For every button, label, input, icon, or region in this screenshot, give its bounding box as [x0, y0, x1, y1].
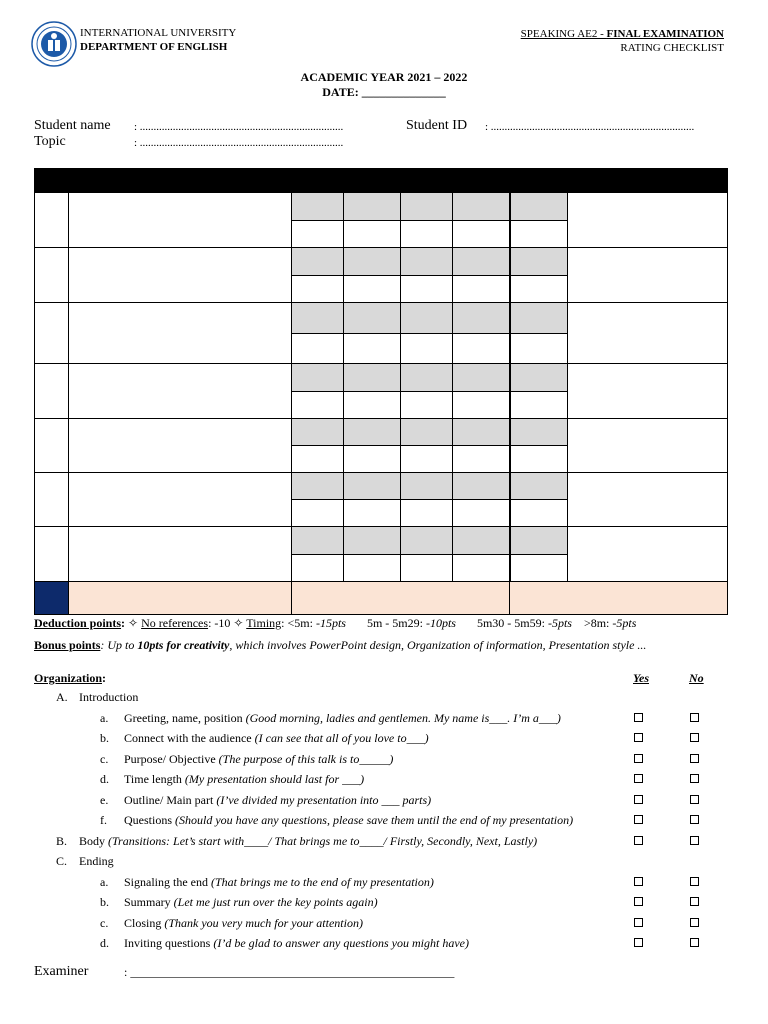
item-label: Introduction	[79, 690, 139, 704]
item-marker: c.	[100, 751, 109, 766]
row-divider	[34, 363, 728, 364]
score-col-divider	[452, 192, 453, 581]
yes-checkbox[interactable]	[634, 938, 643, 947]
item-label: Questions	[124, 813, 175, 827]
timing-penalty-4: -5pts	[612, 616, 637, 630]
bonus-text-2: , which involves PowerPoint design, Organization of information, Presentation style ...	[229, 638, 647, 652]
no-checkbox[interactable]	[690, 836, 699, 845]
no-checkbox[interactable]	[690, 754, 699, 763]
yes-checkbox[interactable]	[634, 918, 643, 927]
row-divider	[34, 472, 728, 473]
no-checkbox[interactable]	[690, 877, 699, 886]
timing-range-2: 5m - 5m29:	[345, 616, 426, 630]
no-checkbox[interactable]	[690, 795, 699, 804]
yes-header: Yes	[633, 671, 649, 685]
student-id-field[interactable]: : ..........................................................................	[485, 121, 695, 133]
item-label: Inviting questions	[124, 936, 214, 950]
organization-title-text: Organization	[34, 671, 102, 685]
score-mid-line	[291, 220, 567, 221]
student-name-label: Student name	[34, 118, 111, 133]
item-text	[79, 854, 114, 868]
item-marker: b.	[100, 895, 109, 909]
row-divider	[34, 581, 728, 582]
organization-colon: :	[102, 671, 106, 685]
department-name: DEPARTMENT OF ENGLISH	[80, 41, 228, 53]
item-text	[124, 731, 429, 745]
score-col-divider	[567, 192, 568, 581]
row-divider	[34, 614, 728, 615]
item-label: Purpose/ Objective	[124, 751, 219, 766]
item-text	[124, 916, 363, 930]
item-hint: (Good morning, ladies and gentlemen. My name is___. I’m a___)	[245, 710, 561, 725]
university-name: INTERNATIONAL UNIVERSITY	[80, 27, 237, 39]
yes-checkbox[interactable]	[634, 815, 643, 824]
yes-checkbox[interactable]	[634, 877, 643, 886]
examiner-label: Examiner	[34, 964, 89, 979]
col-divider	[68, 192, 69, 615]
yes-checkbox[interactable]	[634, 713, 643, 722]
yes-checkbox[interactable]	[634, 836, 643, 845]
topic-field[interactable]: : ..........................................................................	[134, 137, 344, 149]
yes-checkbox[interactable]	[634, 795, 643, 804]
star-icon: ✧	[128, 616, 142, 630]
item-hint: (I’ve divided my presentation into ___ parts)	[216, 792, 432, 807]
no-checkbox[interactable]	[690, 815, 699, 824]
exam-subtitle: RATING CHECKLIST	[620, 42, 724, 54]
item-hint: (That brings me to the end of my presentation)	[211, 874, 434, 889]
no-references-label: No references	[141, 616, 209, 630]
timing-label: Timing	[246, 616, 282, 630]
timing-penalty-3: -5pts	[547, 616, 572, 630]
score-cell-shaded	[291, 302, 567, 333]
deduction-label: Deduction points	[34, 616, 122, 630]
examiner-field[interactable]: : ______________________________________________________	[124, 965, 455, 979]
item-hint: (My presentation should last for ___)	[184, 772, 365, 786]
item-marker: C.	[56, 854, 68, 868]
item-hint: (Transitions: Let’s start with____/ That brings me to____/ Firstly, Secondly, Next, Lastly)	[108, 833, 538, 848]
score-cell-shaded	[291, 526, 567, 554]
item-label: Summary	[124, 895, 174, 909]
row-divider	[34, 526, 728, 527]
exam-title	[521, 28, 724, 41]
item-marker: d.	[100, 772, 109, 786]
score-cell-shaded	[291, 472, 567, 499]
score-mid-line	[291, 445, 567, 446]
item-marker: f.	[100, 813, 107, 827]
score-cell-shaded	[291, 363, 567, 391]
score-mid-line	[291, 333, 567, 334]
score-col-divider	[343, 192, 344, 581]
yes-checkbox[interactable]	[634, 897, 643, 906]
score-cell-shaded	[291, 418, 567, 445]
score-mid-line	[291, 554, 567, 555]
item-text	[124, 813, 573, 827]
yes-checkbox[interactable]	[634, 754, 643, 763]
bonus-points-line	[34, 638, 646, 653]
col-divider	[34, 192, 35, 615]
item-label: Body	[79, 833, 109, 848]
item-label: Signaling the end	[124, 874, 211, 889]
student-name-field[interactable]: : ..........................................................................	[134, 121, 344, 133]
item-marker: b.	[100, 731, 109, 745]
score-cell-shaded	[291, 247, 567, 275]
student-id-label: Student ID	[406, 118, 468, 133]
item-marker: A.	[56, 690, 68, 704]
timing-penalty-1: -15pts	[315, 616, 346, 630]
score-cell-shaded	[291, 192, 567, 220]
item-label: Closing	[124, 915, 165, 930]
item-marker: c.	[100, 915, 109, 930]
item-label: Time length	[124, 772, 185, 786]
exam-date: DATE: ______________	[322, 85, 446, 99]
organization-title	[34, 671, 106, 685]
score-table	[34, 168, 728, 615]
item-hint: (I’d be glad to answer any questions you might have)	[213, 936, 469, 950]
no-checkbox[interactable]	[690, 774, 699, 783]
item-text	[124, 875, 434, 889]
item-label: Greeting, name, position	[124, 710, 246, 725]
yes-checkbox[interactable]	[634, 733, 643, 742]
item-text	[79, 690, 138, 704]
item-marker: e.	[100, 792, 109, 807]
deduction-points-line	[34, 616, 636, 631]
total-marker-cell	[34, 581, 68, 615]
item-text	[124, 936, 469, 950]
item-text	[124, 772, 364, 786]
item-hint: (Let me just run over the key points again)	[173, 895, 378, 909]
score-col-divider	[510, 192, 511, 581]
table-header	[34, 168, 728, 192]
bonus-label: Bonus points	[34, 638, 101, 652]
university-logo	[31, 21, 77, 67]
item-hint: (Thank you very much for your attention)	[164, 915, 363, 930]
col-divider	[727, 192, 728, 615]
bonus-text-1: : Up to	[100, 638, 138, 652]
item-text	[124, 793, 431, 807]
item-hint: (The purpose of this talk is to_____)	[218, 751, 394, 766]
bonus-text-bold: 10pts for creativity	[137, 638, 230, 652]
score-col-divider	[291, 192, 292, 581]
no-checkbox[interactable]	[690, 897, 699, 906]
item-text	[79, 834, 537, 848]
star-icon: ✧	[233, 616, 247, 630]
item-marker: a.	[100, 710, 109, 725]
no-checkbox[interactable]	[690, 713, 699, 722]
academic-year: ACADEMIC YEAR 2021 – 2022	[300, 70, 468, 84]
score-mid-line	[291, 391, 567, 392]
item-text	[124, 895, 378, 909]
item-hint: (Should you have any questions, please save them until the end of my presentation)	[175, 813, 574, 827]
timing-range-1: : <5m:	[281, 616, 316, 630]
item-label: Outline/ Main part	[124, 792, 217, 807]
deduction-colon: :	[121, 616, 129, 630]
score-col-divider	[400, 192, 401, 581]
item-marker: a.	[100, 874, 109, 889]
no-checkbox[interactable]	[690, 918, 699, 927]
row-divider	[34, 302, 728, 303]
item-label: Ending	[79, 854, 114, 868]
item-hint: (I can see that all of you love to___)	[254, 731, 429, 745]
row-divider	[34, 418, 728, 419]
no-header: No	[689, 671, 704, 685]
timing-range-3: 5m30 - 5m59:	[455, 616, 548, 630]
item-text	[124, 711, 561, 725]
yes-checkbox[interactable]	[634, 774, 643, 783]
item-marker: B.	[56, 833, 68, 848]
exam-bold: FINAL EXAMINATION	[606, 28, 724, 40]
row-divider	[34, 247, 728, 248]
score-mid-line	[291, 275, 567, 276]
no-references-value: : -10	[208, 616, 234, 630]
exam-prefix: SPEAKING AE2 -	[520, 28, 607, 40]
no-checkbox[interactable]	[690, 733, 699, 742]
timing-range-4: >8m:	[571, 616, 613, 630]
timing-penalty-2: -10pts	[425, 616, 456, 630]
item-label: Connect with the audience	[124, 731, 255, 745]
no-checkbox[interactable]	[690, 938, 699, 947]
topic-label: Topic	[34, 134, 66, 149]
score-mid-line	[291, 499, 567, 500]
item-text	[124, 752, 393, 766]
item-marker: d.	[100, 936, 109, 950]
row-divider	[34, 192, 728, 193]
total-cell	[68, 581, 728, 615]
